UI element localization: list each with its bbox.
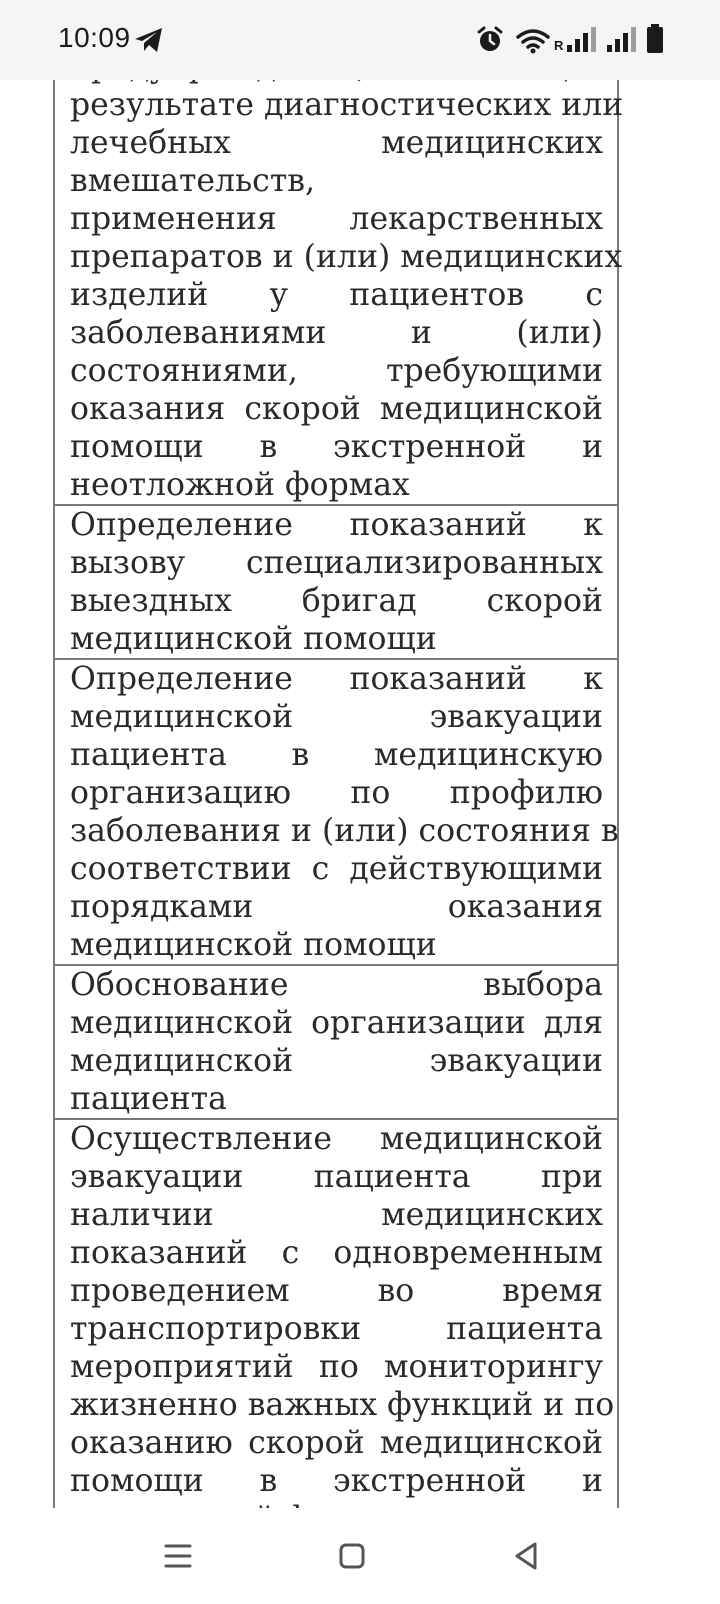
text-line: эвакуации пациента при (70, 1159, 603, 1195)
text-line: Обоснование выбора (70, 967, 603, 1003)
text-line: помощи в экстренной и (70, 1463, 603, 1499)
alarm-icon (476, 26, 504, 54)
text-line: Осуществление медицинской (70, 1121, 603, 1157)
signal-icon-roaming (566, 27, 600, 53)
text-line: медицинской эвакуации (70, 699, 603, 735)
text-line: помощи в экстренной и (70, 429, 603, 465)
text-line: пациента (70, 1081, 227, 1117)
text-line: транспортировки пациента (70, 1311, 603, 1347)
table-row (55, 506, 617, 660)
table-row (55, 660, 617, 966)
home-icon[interactable] (332, 1536, 372, 1576)
table-row (55, 1120, 617, 1540)
text-line: показаний с одновременным (70, 1235, 603, 1271)
table-row (55, 966, 617, 1120)
status-time: 10:09 (58, 22, 131, 53)
text-line: Определение показаний к (70, 661, 603, 697)
text-line: организацию по профилю (70, 775, 603, 811)
battery-icon (646, 24, 664, 54)
text-line: оказанию скорой медицинской (70, 1425, 603, 1461)
text-line: препаратов и (или) медицинских (70, 239, 623, 275)
text-line: Определение показаний к (70, 507, 603, 543)
text-line: вмешательств, (70, 163, 315, 199)
text-line: порядками оказания (70, 889, 603, 925)
text-line: неотложной формах (70, 467, 410, 503)
text-line: изделий у пациентов с (70, 277, 603, 313)
text-line: соответствии с действующими (70, 851, 603, 887)
text-line: проведением во время (70, 1273, 603, 1309)
text-line: медицинской помощи (70, 927, 437, 963)
menu-icon[interactable] (158, 1536, 198, 1576)
text-line: медицинской организации для (70, 1005, 603, 1041)
text-line: медицинской эвакуации (70, 1043, 603, 1079)
document-table (53, 48, 624, 1540)
text-line: оказания скорой медицинской (70, 391, 603, 427)
table-row (55, 48, 624, 506)
text-line: вызову специализированных (70, 545, 603, 581)
wifi-icon (516, 28, 550, 54)
text-line: состояниями, требующими (70, 353, 603, 389)
text-line: заболевания и (или) состояния в (70, 813, 619, 849)
text-line: жизненно важных функций и по (70, 1387, 615, 1423)
text-line: медицинской помощи (70, 621, 437, 657)
text-line: лечебных медицинских (70, 125, 603, 161)
text-line: результате диагностических или (70, 87, 624, 123)
status-bar (0, 0, 720, 80)
text-line: пациента в медицинскую (70, 737, 603, 773)
signal-icon (606, 27, 640, 53)
text-line: наличии медицинских (70, 1197, 603, 1233)
text-line: заболеваниями и (или) (70, 315, 603, 351)
text-line: выездных бригад скорой (70, 583, 603, 619)
text-line: применения лекарственных (70, 201, 603, 237)
roaming-label: R (554, 38, 564, 53)
text-line: мероприятий по мониторингу (70, 1349, 603, 1385)
navigation-bar (0, 1508, 720, 1604)
telegram-icon (134, 27, 164, 53)
back-icon[interactable] (506, 1536, 546, 1576)
